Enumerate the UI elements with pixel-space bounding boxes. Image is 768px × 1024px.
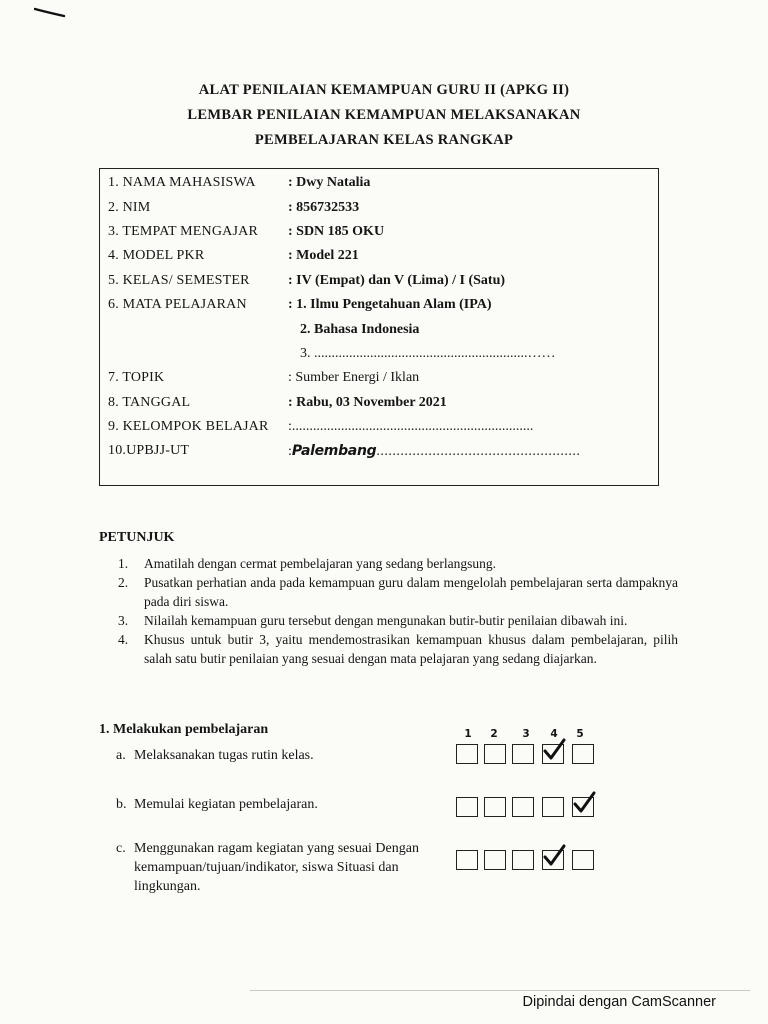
item-text: Memulai kegiatan pembelajaran. [134, 797, 318, 812]
row-upbjj [100, 443, 658, 463]
pen-stroke-mark [34, 4, 66, 18]
tempat-value: : SDN 185 OKU [288, 224, 385, 239]
nama-label: 1. NAMA MAHASISWA [108, 175, 256, 190]
row-mapel [100, 297, 658, 317]
petunjuk-num: 1. [118, 556, 129, 571]
mapel-label: 6. MATA PELAJARAN [108, 297, 247, 312]
form-title-line1: ALAT PENILAIAN KEMAMPUAN GURU II (APKG II) [198, 82, 570, 98]
identity-box [99, 168, 659, 486]
nama-value: : Dwy Natalia [288, 175, 371, 190]
model-value: : Model 221 [288, 248, 359, 263]
topik-label: 7. TOPIK [108, 370, 165, 385]
rating-checkbox-2[interactable] [484, 744, 506, 764]
upbjj-colon: : [288, 444, 292, 459]
upbjj-handwritten: Palembang [291, 443, 377, 459]
rating-checkbox-1[interactable] [456, 850, 478, 870]
kelompok-value: :..................................................................... [288, 419, 534, 434]
petunjuk-item [118, 554, 678, 573]
row-tempat [100, 224, 658, 244]
topik-value: : Sumber Energi / Iklan [288, 370, 420, 385]
tanggal-label: 8. TANGGAL [108, 395, 191, 410]
scale-number: 1 [464, 728, 472, 740]
petunjuk-item [118, 630, 678, 668]
rating-checkbox-2[interactable] [484, 797, 506, 817]
kelas-label: 5. KELAS/ SEMESTER [108, 273, 250, 288]
rating-checkbox-5[interactable] [572, 850, 594, 870]
item-text: Melaksanakan tugas rutin kelas. [134, 748, 314, 763]
rating-checkbox-5[interactable] [572, 744, 594, 764]
mapel-value-3: 3. .............................................................…… [300, 346, 556, 361]
petunjuk-text: Khusus untuk butir 3, yaitu mendemostrasikan kemampuan khusus dalam pembelajaran, pilih salah satu butir penilaian yang sesuai dengan mata pelajaran yang sedang diajarkan. [144, 632, 678, 666]
petunjuk-item [118, 573, 678, 611]
camscanner-watermark: Dipindai dengan CamScanner [522, 994, 716, 1010]
row-kelompok [100, 419, 658, 439]
upbjj-label: 10.UPBJJ-UT [108, 443, 190, 458]
section1-heading: 1. Melakukan pembelajaran [99, 722, 269, 737]
checkmark-icon [571, 789, 597, 815]
row-mapel-3 [100, 346, 658, 366]
petunjuk-num: 4. [118, 632, 129, 647]
petunjuk-item [118, 611, 678, 630]
kelas-value: : IV (Empat) dan V (Lima) / I (Satu) [288, 273, 506, 288]
petunjuk-text: Amatilah dengan cermat pembelajaran yang sedang berlangsung. [144, 556, 496, 571]
petunjuk-num: 2. [118, 575, 129, 590]
row-topik [100, 370, 658, 390]
item-text: Menggunakan ragam kegiatan yang sesuai Dengan kemampuan/tujuan/indikator, siswa Situasi dan lingkungan. [134, 841, 419, 894]
rating-checkbox-4[interactable] [542, 797, 564, 817]
footer-divider [250, 990, 750, 991]
form-title-line3: PEMBELAJARAN KELAS RANGKAP [254, 132, 514, 148]
item-letter: a. [116, 748, 126, 763]
rating-checkbox-3[interactable] [512, 850, 534, 870]
upbjj-dots: ................................................... [376, 444, 581, 459]
rating-checkbox-2[interactable] [484, 850, 506, 870]
mapel-value-2: 2. Bahasa Indonesia [300, 322, 420, 337]
tempat-label: 3. TEMPAT MENGAJAR [108, 224, 258, 239]
rating-checkbox-1[interactable] [456, 744, 478, 764]
row-kelas [100, 273, 658, 293]
checkmark-icon [541, 842, 567, 868]
nim-label: 2. NIM [108, 200, 151, 215]
scale-number: 2 [490, 728, 498, 740]
petunjuk-num: 3. [118, 613, 129, 628]
petunjuk-text: Nilailah kemampuan guru tersebut dengan mengunakan butir-butir penilaian dibawah ini. [144, 613, 628, 628]
rating-checkbox-3[interactable] [512, 797, 534, 817]
rating-checkbox-3[interactable] [512, 744, 534, 764]
row-mapel-2 [100, 322, 658, 342]
mapel-value-1: : 1. Ilmu Pengetahuan Alam (IPA) [288, 297, 492, 312]
upbjj-value [288, 443, 580, 460]
row-nim [100, 200, 658, 220]
row-nama [100, 175, 658, 195]
tanggal-value: : Rabu, 03 November 2021 [288, 395, 447, 410]
form-title-line2: LEMBAR PENILAIAN KEMAMPUAN MELAKSANAKAN [187, 107, 581, 123]
item-letter: b. [116, 797, 127, 812]
row-tanggal [100, 395, 658, 415]
kelompok-label: 9. KELOMPOK BELAJAR [108, 419, 269, 434]
petunjuk-text: Pusatkan perhatian anda pada kemampuan guru dalam mengelolah pembelajaran serta dampaknya pada diri siswa. [144, 575, 678, 609]
scale-number: 5 [576, 728, 584, 740]
item-letter: c. [116, 841, 126, 856]
petunjuk-heading: PETUNJUK [99, 530, 175, 545]
rating-checkbox-1[interactable] [456, 797, 478, 817]
nim-value: : 856732533 [288, 200, 360, 215]
petunjuk-list [118, 554, 678, 668]
model-label: 4. MODEL PKR [108, 248, 205, 263]
row-model [100, 248, 658, 268]
checkmark-icon [541, 736, 567, 762]
scale-number: 3 [522, 728, 530, 740]
scale-number: 4 [550, 728, 558, 740]
